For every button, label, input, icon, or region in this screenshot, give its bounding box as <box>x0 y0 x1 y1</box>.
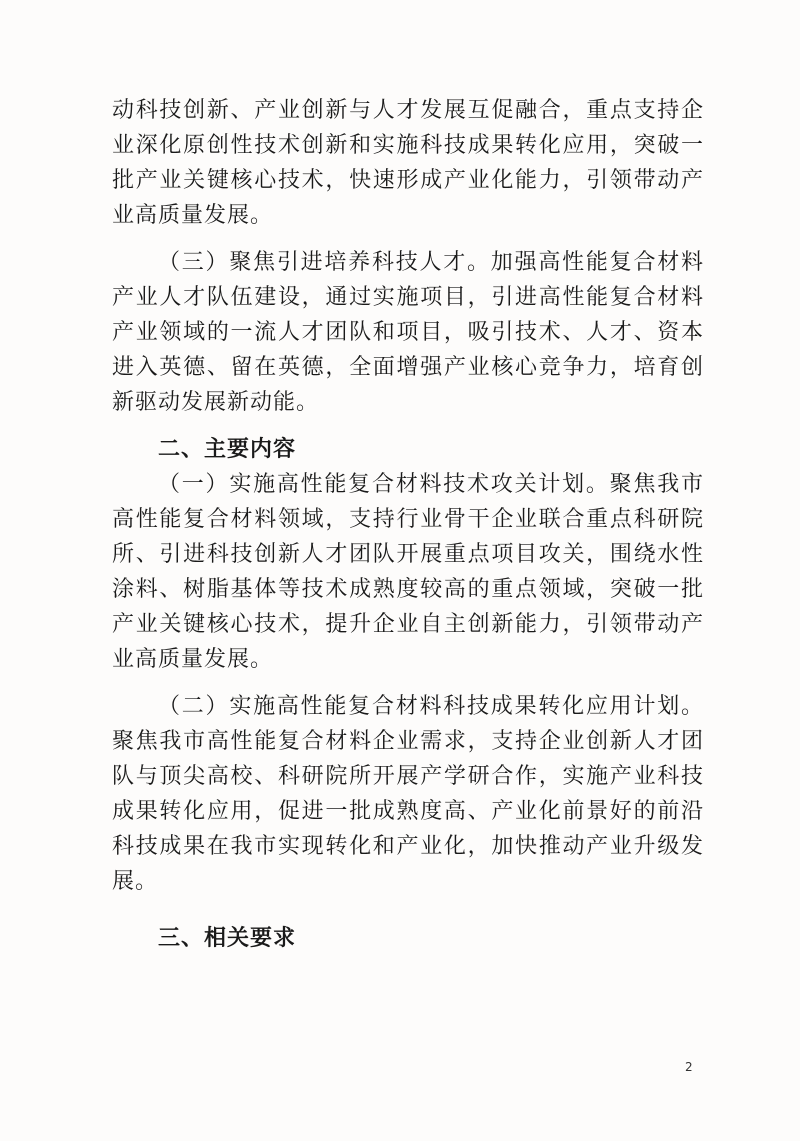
paragraph-tech-transfer: （二）实施高性能复合材料科技成果转化应用计划。聚焦我市高性能复合材料企业需求，支持企业创新人才团队与顶尖高校、科研院所开展产学研合作，实施产业科技成果转化应用，促进一批成熟度高、产业化前景好的前沿科技成果在我市实现转化和产业化，加快推动产业升级发展。 <box>112 694 704 894</box>
paragraph-continued: 动科技创新、产业创新与人才发展互促融合，重点支持企业深化原创性技术创新和实施科技成果转化应用，突破一批产业关键核心技术，快速形成产业化能力，引领带动产业高质量发展。 <box>112 98 704 228</box>
section-heading-requirements: 三、相关要求 <box>158 926 297 951</box>
document-body <box>112 93 704 956</box>
paragraph-tech-breakthrough: （一）实施高性能复合材料技术攻关计划。聚焦我市高性能复合材料领域，支持行业骨干企业联合重点科研院所、引进科技创新人才团队开展重点项目攻关，围绕水性涂料、树脂基体等技术成熟度较高的重点领域，突破一批产业关键核心技术，提升企业自主创新能力，引领带动产业高质量发展。 <box>112 472 704 672</box>
paragraph-talent: （三）聚焦引进培养科技人才。加强高性能复合材料产业人才队伍建设，通过实施项目，引进高性能复合材料产业领域的一流人才团队和项目，吸引技术、人才、资本进入英德、留在英德，全面增强产业核心竞争力，培育创新驱动发展新动能。 <box>112 250 704 415</box>
section-heading-main-content: 二、主要内容 <box>158 437 297 462</box>
page-number: 2 <box>685 1060 693 1074</box>
